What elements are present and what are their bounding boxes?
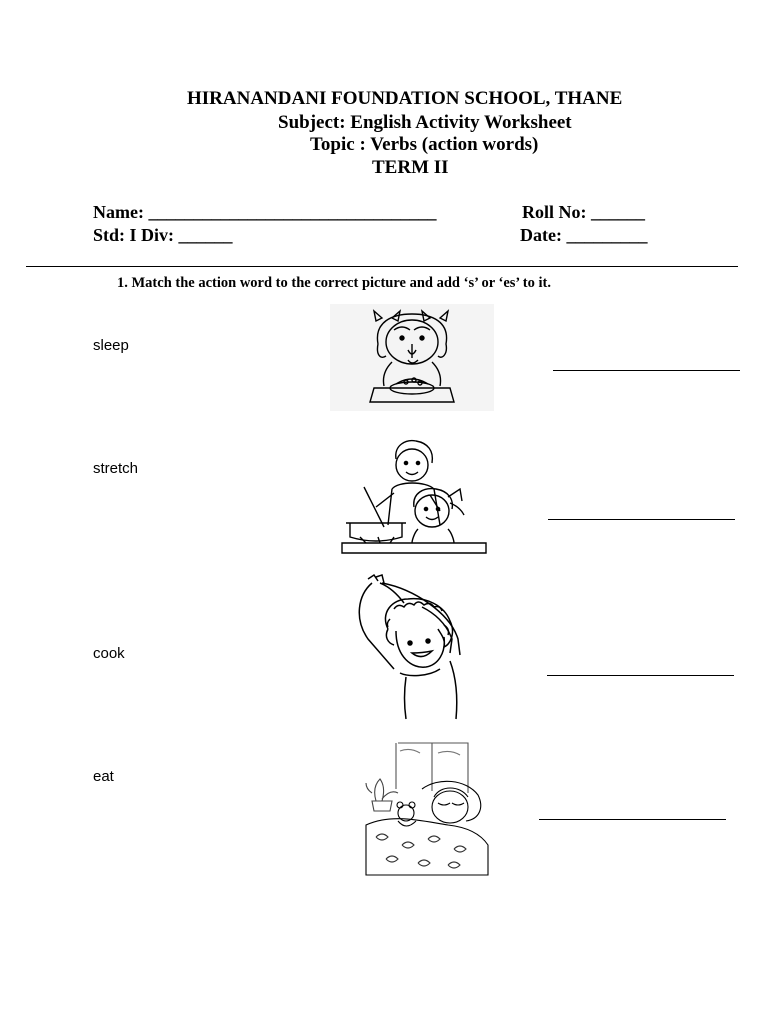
subject-line: Subject: English Activity Worksheet [278, 112, 572, 133]
word-stretch: stretch [93, 460, 139, 477]
word-sleep: sleep [93, 337, 129, 354]
std-div-field: Std: I Div: ______ [93, 225, 233, 245]
answer-line-1[interactable] [553, 370, 740, 371]
word-eat: eat [93, 768, 114, 785]
topic-line: Topic : Verbs (action words) [310, 134, 539, 155]
date-field: Date: _________ [520, 225, 648, 245]
term-line: TERM II [372, 157, 449, 178]
answer-line-3[interactable] [547, 675, 734, 676]
answer-line-4[interactable] [539, 819, 726, 820]
answer-line-2[interactable] [548, 519, 735, 520]
header-divider [26, 266, 738, 267]
father-daughter-cooking-icon [340, 437, 488, 558]
question-instruction: 1. Match the action word to the correct picture and add ‘s’ or ‘es’ to it. [117, 275, 551, 291]
girl-sleeping-icon [362, 741, 490, 877]
girl-eating-icon [330, 304, 494, 411]
girl-stretching-icon [354, 573, 472, 721]
school-name: HIRANANDANI FOUNDATION SCHOOL, THANE [187, 88, 623, 109]
word-cook: cook [93, 645, 125, 662]
roll-no-field: Roll No: ______ [522, 202, 645, 222]
name-field: Name: ________________________________ [93, 202, 437, 222]
